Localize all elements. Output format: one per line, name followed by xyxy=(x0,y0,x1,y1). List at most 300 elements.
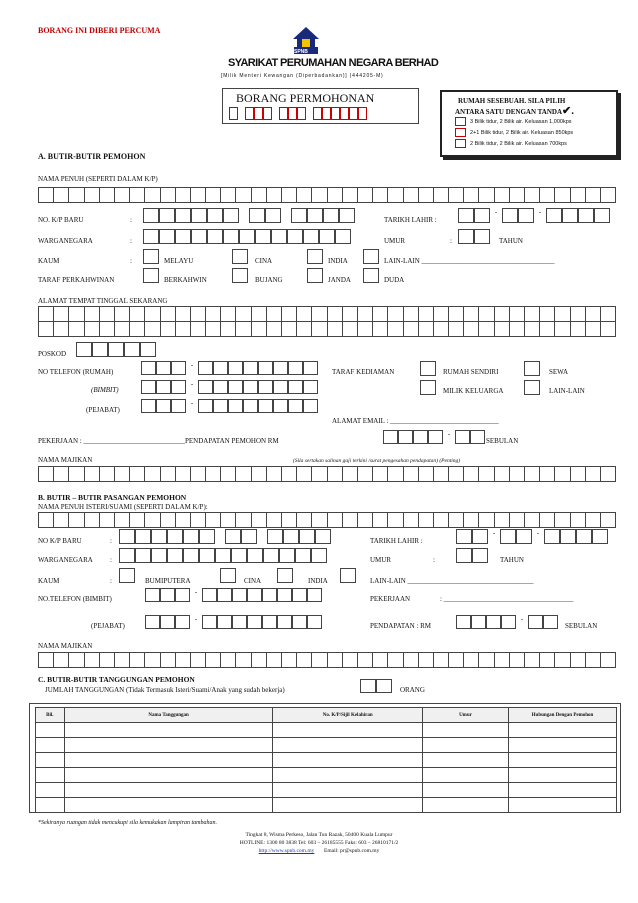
input-box[interactable] xyxy=(263,548,279,563)
grid-cell[interactable] xyxy=(191,653,206,667)
grid-cell[interactable] xyxy=(161,513,176,527)
grid-cell[interactable] xyxy=(510,307,525,321)
spouse-income-boxes[interactable] xyxy=(456,615,558,629)
grid-cell[interactable] xyxy=(69,513,84,527)
grid-cell[interactable] xyxy=(555,467,570,481)
grid-cell[interactable] xyxy=(495,653,510,667)
input-box[interactable] xyxy=(247,548,263,563)
input-box[interactable] xyxy=(339,208,355,223)
table-cell[interactable] xyxy=(36,753,65,768)
grid-cell[interactable] xyxy=(601,188,615,202)
grid-cell[interactable] xyxy=(434,188,449,202)
input-box[interactable] xyxy=(307,208,323,223)
table-cell[interactable] xyxy=(36,738,65,753)
input-box[interactable] xyxy=(273,399,288,413)
input-box[interactable] xyxy=(159,229,175,244)
grid-cell[interactable] xyxy=(449,307,464,321)
input-box[interactable] xyxy=(141,361,156,375)
table-cell[interactable] xyxy=(64,738,273,753)
grid-cell[interactable] xyxy=(328,513,343,527)
input-box[interactable] xyxy=(249,208,265,223)
spouse-phone-mobile-boxes[interactable] xyxy=(145,588,322,602)
input-box[interactable] xyxy=(232,615,247,629)
footer-website-link[interactable]: http://www.spnb.com.my xyxy=(258,848,315,854)
grid-cell[interactable] xyxy=(236,653,251,667)
input-box[interactable] xyxy=(213,380,228,394)
input-box[interactable] xyxy=(560,529,576,544)
grid-cell[interactable] xyxy=(39,513,54,527)
input-box[interactable] xyxy=(191,208,207,223)
input-box[interactable] xyxy=(243,399,258,413)
race-other-checkbox[interactable] xyxy=(363,249,379,264)
input-box[interactable] xyxy=(159,208,175,223)
input-box[interactable] xyxy=(472,529,488,544)
input-box[interactable] xyxy=(145,615,160,629)
grid-cell[interactable] xyxy=(54,322,69,336)
input-box[interactable] xyxy=(398,430,413,444)
grid-cell[interactable] xyxy=(69,467,84,481)
grid-cell[interactable] xyxy=(449,653,464,667)
grid-cell[interactable] xyxy=(449,467,464,481)
grid-cell[interactable] xyxy=(358,188,373,202)
spouse-name-grid[interactable] xyxy=(38,512,616,528)
grid-cell[interactable] xyxy=(419,188,434,202)
dob-boxes[interactable] xyxy=(458,208,610,223)
table-cell[interactable] xyxy=(509,768,617,783)
grid-cell[interactable] xyxy=(130,653,145,667)
grid-cell[interactable] xyxy=(586,307,601,321)
grid-cell[interactable] xyxy=(464,307,479,321)
grid-cell[interactable] xyxy=(297,322,312,336)
input-box[interactable] xyxy=(500,529,516,544)
input-box[interactable] xyxy=(303,229,319,244)
input-box[interactable] xyxy=(167,548,183,563)
grid-cell[interactable] xyxy=(479,188,494,202)
grid-cell[interactable] xyxy=(328,188,343,202)
table-cell[interactable] xyxy=(273,738,422,753)
grid-cell[interactable] xyxy=(479,322,494,336)
residence-other-checkbox[interactable] xyxy=(524,380,540,395)
input-box[interactable] xyxy=(215,548,231,563)
grid-cell[interactable] xyxy=(510,322,525,336)
grid-cell[interactable] xyxy=(69,653,84,667)
spouse-phone-office-boxes[interactable] xyxy=(145,615,322,629)
grid-cell[interactable] xyxy=(586,188,601,202)
table-cell[interactable] xyxy=(64,783,273,798)
grid-cell[interactable] xyxy=(252,307,267,321)
grid-cell[interactable] xyxy=(221,653,236,667)
grid-cell[interactable] xyxy=(555,307,570,321)
grid-cell[interactable] xyxy=(388,467,403,481)
input-box[interactable] xyxy=(277,615,292,629)
table-cell[interactable] xyxy=(422,798,508,813)
table-cell[interactable] xyxy=(422,738,508,753)
table-cell[interactable] xyxy=(273,753,422,768)
spouse-employer-grid[interactable] xyxy=(38,652,616,668)
grid-cell[interactable] xyxy=(267,467,282,481)
footer-email[interactable]: Email: pr@spnb.com.my xyxy=(324,848,380,854)
marital-single-checkbox[interactable] xyxy=(232,268,248,283)
grid-cell[interactable] xyxy=(358,513,373,527)
grid-cell[interactable] xyxy=(495,307,510,321)
grid-cell[interactable] xyxy=(388,322,403,336)
input-box[interactable] xyxy=(576,529,592,544)
grid-cell[interactable] xyxy=(464,322,479,336)
table-cell[interactable] xyxy=(509,753,617,768)
grid-cell[interactable] xyxy=(555,188,570,202)
grid-cell[interactable] xyxy=(161,188,176,202)
grid-cell[interactable] xyxy=(510,467,525,481)
table-cell[interactable] xyxy=(36,768,65,783)
grid-cell[interactable] xyxy=(343,653,358,667)
input-box[interactable] xyxy=(241,529,257,544)
table-cell[interactable] xyxy=(509,798,617,813)
grid-cell[interactable] xyxy=(236,467,251,481)
input-box[interactable] xyxy=(151,548,167,563)
input-box[interactable] xyxy=(243,361,258,375)
residence-rent-checkbox[interactable] xyxy=(524,361,540,376)
input-box[interactable] xyxy=(175,588,190,602)
input-box[interactable] xyxy=(198,380,213,394)
input-box[interactable] xyxy=(243,380,258,394)
grid-cell[interactable] xyxy=(343,513,358,527)
grid-cell[interactable] xyxy=(221,322,236,336)
grid-cell[interactable] xyxy=(540,322,555,336)
input-box[interactable] xyxy=(160,615,175,629)
grid-cell[interactable] xyxy=(39,188,54,202)
grid-cell[interactable] xyxy=(312,322,327,336)
house-option-checkbox-3[interactable] xyxy=(455,139,466,148)
input-box[interactable] xyxy=(156,361,171,375)
grid-cell[interactable] xyxy=(328,653,343,667)
grid-cell[interactable] xyxy=(388,653,403,667)
input-box[interactable] xyxy=(258,361,273,375)
grid-cell[interactable] xyxy=(206,467,221,481)
grid-cell[interactable] xyxy=(206,307,221,321)
grid-cell[interactable] xyxy=(145,307,160,321)
grid-cell[interactable] xyxy=(221,307,236,321)
input-box[interactable] xyxy=(458,208,474,223)
input-box[interactable] xyxy=(279,548,295,563)
grid-cell[interactable] xyxy=(555,322,570,336)
input-box[interactable] xyxy=(335,229,351,244)
phone-home-boxes[interactable] xyxy=(141,361,318,375)
grid-cell[interactable] xyxy=(54,653,69,667)
grid-cell[interactable] xyxy=(404,307,419,321)
table-cell[interactable] xyxy=(273,798,422,813)
grid-cell[interactable] xyxy=(404,653,419,667)
input-box[interactable] xyxy=(455,430,470,444)
grid-cell[interactable] xyxy=(373,653,388,667)
input-box[interactable] xyxy=(413,430,428,444)
input-box[interactable] xyxy=(175,229,191,244)
input-box[interactable] xyxy=(562,208,578,223)
grid-cell[interactable] xyxy=(130,188,145,202)
grid-cell[interactable] xyxy=(419,307,434,321)
input-box[interactable] xyxy=(474,208,490,223)
grid-cell[interactable] xyxy=(145,653,160,667)
grid-cell[interactable] xyxy=(85,513,100,527)
grid-cell[interactable] xyxy=(252,188,267,202)
input-box[interactable] xyxy=(217,615,232,629)
grid-cell[interactable] xyxy=(464,653,479,667)
grid-cell[interactable] xyxy=(601,513,615,527)
grid-cell[interactable] xyxy=(282,322,297,336)
grid-cell[interactable] xyxy=(388,307,403,321)
grid-cell[interactable] xyxy=(586,653,601,667)
grid-cell[interactable] xyxy=(586,322,601,336)
table-cell[interactable] xyxy=(273,723,422,738)
grid-cell[interactable] xyxy=(115,653,130,667)
grid-cell[interactable] xyxy=(236,322,251,336)
table-cell[interactable] xyxy=(422,753,508,768)
grid-cell[interactable] xyxy=(328,467,343,481)
marital-widow-checkbox[interactable] xyxy=(307,268,323,283)
grid-cell[interactable] xyxy=(404,513,419,527)
grid-cell[interactable] xyxy=(404,467,419,481)
input-box[interactable] xyxy=(228,380,243,394)
input-box[interactable] xyxy=(223,229,239,244)
grid-cell[interactable] xyxy=(145,188,160,202)
grid-cell[interactable] xyxy=(161,322,176,336)
input-box[interactable] xyxy=(288,361,303,375)
grid-cell[interactable] xyxy=(176,322,191,336)
input-box[interactable] xyxy=(271,229,287,244)
input-box[interactable] xyxy=(156,380,171,394)
grid-cell[interactable] xyxy=(373,322,388,336)
grid-cell[interactable] xyxy=(328,322,343,336)
income-boxes[interactable] xyxy=(383,430,485,444)
grid-cell[interactable] xyxy=(54,513,69,527)
input-box[interactable] xyxy=(277,588,292,602)
grid-cell[interactable] xyxy=(267,307,282,321)
grid-cell[interactable] xyxy=(495,513,510,527)
grid-cell[interactable] xyxy=(343,307,358,321)
grid-cell[interactable] xyxy=(540,307,555,321)
grid-cell[interactable] xyxy=(540,653,555,667)
grid-cell[interactable] xyxy=(312,467,327,481)
input-box[interactable] xyxy=(140,342,156,357)
grid-cell[interactable] xyxy=(221,513,236,527)
grid-cell[interactable] xyxy=(39,467,54,481)
table-cell[interactable] xyxy=(64,753,273,768)
grid-cell[interactable] xyxy=(85,188,100,202)
input-box[interactable] xyxy=(273,380,288,394)
input-box[interactable] xyxy=(247,615,262,629)
grid-cell[interactable] xyxy=(191,188,206,202)
grid-cell[interactable] xyxy=(176,467,191,481)
grid-cell[interactable] xyxy=(540,467,555,481)
grid-cell[interactable] xyxy=(145,513,160,527)
grid-cell[interactable] xyxy=(297,467,312,481)
grid-cell[interactable] xyxy=(100,467,115,481)
grid-cell[interactable] xyxy=(434,653,449,667)
age-boxes[interactable] xyxy=(458,229,490,244)
grid-cell[interactable] xyxy=(282,307,297,321)
input-box[interactable] xyxy=(311,548,327,563)
input-box[interactable] xyxy=(295,548,311,563)
grid-cell[interactable] xyxy=(100,307,115,321)
spouse-race-other-checkbox[interactable] xyxy=(340,568,356,583)
grid-cell[interactable] xyxy=(115,322,130,336)
address-grid-row[interactable] xyxy=(38,306,616,322)
input-box[interactable] xyxy=(225,529,241,544)
grid-cell[interactable] xyxy=(479,467,494,481)
input-box[interactable] xyxy=(303,361,318,375)
house-option-checkbox-2[interactable] xyxy=(455,128,466,137)
input-box[interactable] xyxy=(456,615,471,629)
input-box[interactable] xyxy=(265,208,281,223)
grid-cell[interactable] xyxy=(297,513,312,527)
grid-cell[interactable] xyxy=(343,188,358,202)
table-cell[interactable] xyxy=(509,723,617,738)
input-box[interactable] xyxy=(175,208,191,223)
grid-cell[interactable] xyxy=(161,307,176,321)
input-box[interactable] xyxy=(228,361,243,375)
input-box[interactable] xyxy=(143,229,159,244)
grid-cell[interactable] xyxy=(525,467,540,481)
grid-cell[interactable] xyxy=(161,467,176,481)
table-cell[interactable] xyxy=(509,738,617,753)
grid-cell[interactable] xyxy=(145,467,160,481)
grid-cell[interactable] xyxy=(449,188,464,202)
grid-cell[interactable] xyxy=(388,513,403,527)
grid-cell[interactable] xyxy=(571,307,586,321)
grid-cell[interactable] xyxy=(130,322,145,336)
grid-cell[interactable] xyxy=(312,307,327,321)
grid-cell[interactable] xyxy=(525,188,540,202)
table-cell[interactable] xyxy=(36,783,65,798)
input-box[interactable] xyxy=(288,399,303,413)
input-box[interactable] xyxy=(171,361,186,375)
input-box[interactable] xyxy=(119,548,135,563)
input-box[interactable] xyxy=(108,342,124,357)
input-box[interactable] xyxy=(198,399,213,413)
dependents-boxes[interactable] xyxy=(360,679,392,693)
input-box[interactable] xyxy=(160,588,175,602)
grid-cell[interactable] xyxy=(297,188,312,202)
input-box[interactable] xyxy=(428,430,443,444)
grid-cell[interactable] xyxy=(115,188,130,202)
grid-cell[interactable] xyxy=(388,188,403,202)
grid-cell[interactable] xyxy=(419,513,434,527)
grid-cell[interactable] xyxy=(328,307,343,321)
input-box[interactable] xyxy=(470,430,485,444)
input-box[interactable] xyxy=(156,399,171,413)
grid-cell[interactable] xyxy=(525,653,540,667)
grid-cell[interactable] xyxy=(464,188,479,202)
grid-cell[interactable] xyxy=(267,188,282,202)
table-cell[interactable] xyxy=(422,783,508,798)
input-box[interactable] xyxy=(543,615,558,629)
grid-cell[interactable] xyxy=(115,307,130,321)
input-box[interactable] xyxy=(518,208,534,223)
input-box[interactable] xyxy=(232,588,247,602)
grid-cell[interactable] xyxy=(479,653,494,667)
input-box[interactable] xyxy=(202,615,217,629)
grid-cell[interactable] xyxy=(419,467,434,481)
spouse-race-bumiputera-checkbox[interactable] xyxy=(119,568,135,583)
grid-cell[interactable] xyxy=(267,513,282,527)
grid-cell[interactable] xyxy=(312,513,327,527)
grid-cell[interactable] xyxy=(69,322,84,336)
grid-cell[interactable] xyxy=(404,188,419,202)
input-box[interactable] xyxy=(92,342,108,357)
residence-own-checkbox[interactable] xyxy=(420,361,436,376)
input-box[interactable] xyxy=(255,229,271,244)
spouse-race-cina-checkbox[interactable] xyxy=(220,568,236,583)
input-box[interactable] xyxy=(167,529,183,544)
input-box[interactable] xyxy=(258,380,273,394)
grid-cell[interactable] xyxy=(176,307,191,321)
input-box[interactable] xyxy=(267,529,283,544)
grid-cell[interactable] xyxy=(373,467,388,481)
input-box[interactable] xyxy=(291,208,307,223)
grid-cell[interactable] xyxy=(586,467,601,481)
spouse-dob-boxes[interactable] xyxy=(456,529,608,544)
grid-cell[interactable] xyxy=(343,322,358,336)
grid-cell[interactable] xyxy=(161,653,176,667)
input-box[interactable] xyxy=(141,399,156,413)
grid-cell[interactable] xyxy=(601,467,615,481)
grid-cell[interactable] xyxy=(479,513,494,527)
grid-cell[interactable] xyxy=(206,653,221,667)
table-cell[interactable] xyxy=(422,723,508,738)
input-box[interactable] xyxy=(594,208,610,223)
grid-cell[interactable] xyxy=(540,513,555,527)
grid-cell[interactable] xyxy=(464,513,479,527)
table-cell[interactable] xyxy=(422,768,508,783)
race-cina-checkbox[interactable] xyxy=(232,249,248,264)
grid-cell[interactable] xyxy=(312,653,327,667)
grid-cell[interactable] xyxy=(115,513,130,527)
grid-cell[interactable] xyxy=(282,188,297,202)
grid-cell[interactable] xyxy=(525,322,540,336)
phone-office-boxes[interactable] xyxy=(141,399,318,413)
input-box[interactable] xyxy=(175,615,190,629)
grid-cell[interactable] xyxy=(495,188,510,202)
grid-cell[interactable] xyxy=(555,653,570,667)
input-box[interactable] xyxy=(207,208,223,223)
residence-family-checkbox[interactable] xyxy=(420,380,436,395)
grid-cell[interactable] xyxy=(434,467,449,481)
grid-cell[interactable] xyxy=(586,513,601,527)
grid-cell[interactable] xyxy=(297,307,312,321)
race-india-checkbox[interactable] xyxy=(307,249,323,264)
input-box[interactable] xyxy=(183,548,199,563)
grid-cell[interactable] xyxy=(100,653,115,667)
grid-cell[interactable] xyxy=(176,513,191,527)
grid-cell[interactable] xyxy=(571,188,586,202)
input-box[interactable] xyxy=(228,399,243,413)
house-option-checkbox-1[interactable] xyxy=(455,117,466,126)
grid-cell[interactable] xyxy=(85,467,100,481)
grid-cell[interactable] xyxy=(434,513,449,527)
table-cell[interactable] xyxy=(64,768,273,783)
grid-cell[interactable] xyxy=(601,653,615,667)
grid-cell[interactable] xyxy=(495,467,510,481)
input-box[interactable] xyxy=(319,229,335,244)
grid-cell[interactable] xyxy=(39,307,54,321)
grid-cell[interactable] xyxy=(373,513,388,527)
grid-cell[interactable] xyxy=(419,322,434,336)
grid-cell[interactable] xyxy=(358,307,373,321)
input-box[interactable] xyxy=(202,588,217,602)
grid-cell[interactable] xyxy=(404,322,419,336)
grid-cell[interactable] xyxy=(100,188,115,202)
grid-cell[interactable] xyxy=(510,653,525,667)
input-box[interactable] xyxy=(307,588,322,602)
